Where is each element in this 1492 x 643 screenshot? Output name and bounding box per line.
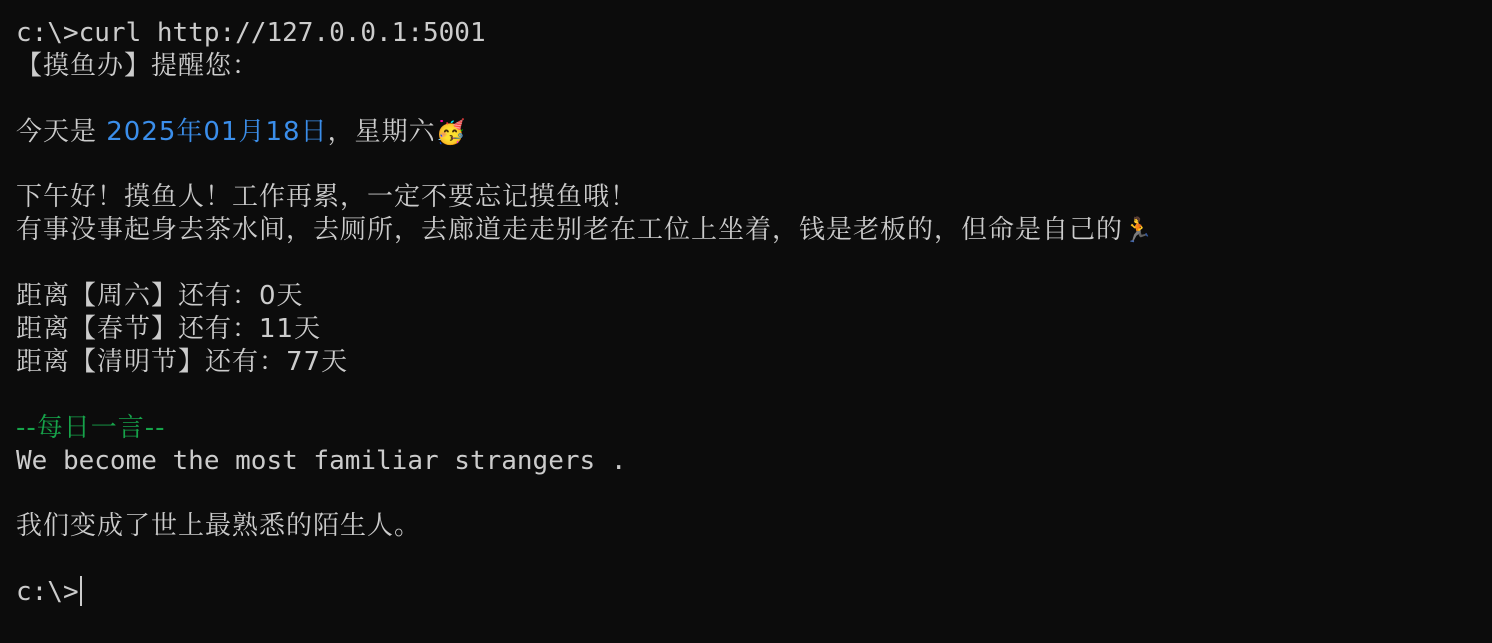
advice-text: 有事没事起身去茶水间，去厕所，去廊道走走别老在工位上坐着，钱是老板的，但命是自己的 bbox=[16, 215, 1124, 246]
countdown-saturday: 距离【周六】还有：0天 bbox=[16, 281, 304, 312]
countdown-qingming: 距离【清明节】还有：77天 bbox=[16, 346, 349, 377]
quote-chinese: 我们变成了世上最熟悉的陌生人。 bbox=[16, 511, 422, 542]
countdown-spring-festival: 距离【春节】还有：11天 bbox=[16, 314, 322, 345]
quote-zh-line bbox=[16, 510, 1492, 543]
blank-line bbox=[16, 149, 1492, 182]
blank-line bbox=[16, 379, 1492, 412]
header-line bbox=[16, 50, 1492, 83]
quote-header: --每日一言-- bbox=[16, 412, 166, 443]
text-cursor bbox=[80, 576, 82, 606]
countdown-line bbox=[16, 346, 1492, 379]
blank-line bbox=[16, 477, 1492, 510]
quote-english: We become the most familiar strangers . bbox=[16, 445, 627, 476]
today-weekday: ，星期六 bbox=[327, 116, 436, 147]
blank-line bbox=[16, 83, 1492, 116]
prompt-text: c:\> bbox=[16, 577, 79, 608]
party-face-icon: 🥳 bbox=[435, 117, 467, 146]
runner-icon: 🏃 bbox=[1123, 216, 1154, 245]
prompt-line[interactable] bbox=[16, 576, 1492, 609]
countdown-line bbox=[16, 280, 1492, 313]
blank-line bbox=[16, 247, 1492, 280]
quote-header-line bbox=[16, 412, 1492, 445]
quote-en-line bbox=[16, 445, 1492, 478]
command-text: c:\>curl http://127.0.0.1:5001 bbox=[16, 18, 486, 48]
advice-line bbox=[16, 214, 1492, 247]
today-date: 2025年01月18日 bbox=[106, 116, 328, 147]
countdown-line bbox=[16, 313, 1492, 346]
today-line bbox=[16, 116, 1492, 149]
command-line bbox=[16, 17, 1492, 50]
today-prefix: 今天是 bbox=[16, 116, 107, 147]
greeting-line bbox=[16, 181, 1492, 214]
blank-line bbox=[16, 543, 1492, 576]
header-text: 【摸鱼办】提醒您： bbox=[16, 50, 260, 81]
greeting-text: 下午好！摸鱼人！工作再累，一定不要忘记摸鱼哦！ bbox=[16, 182, 638, 213]
